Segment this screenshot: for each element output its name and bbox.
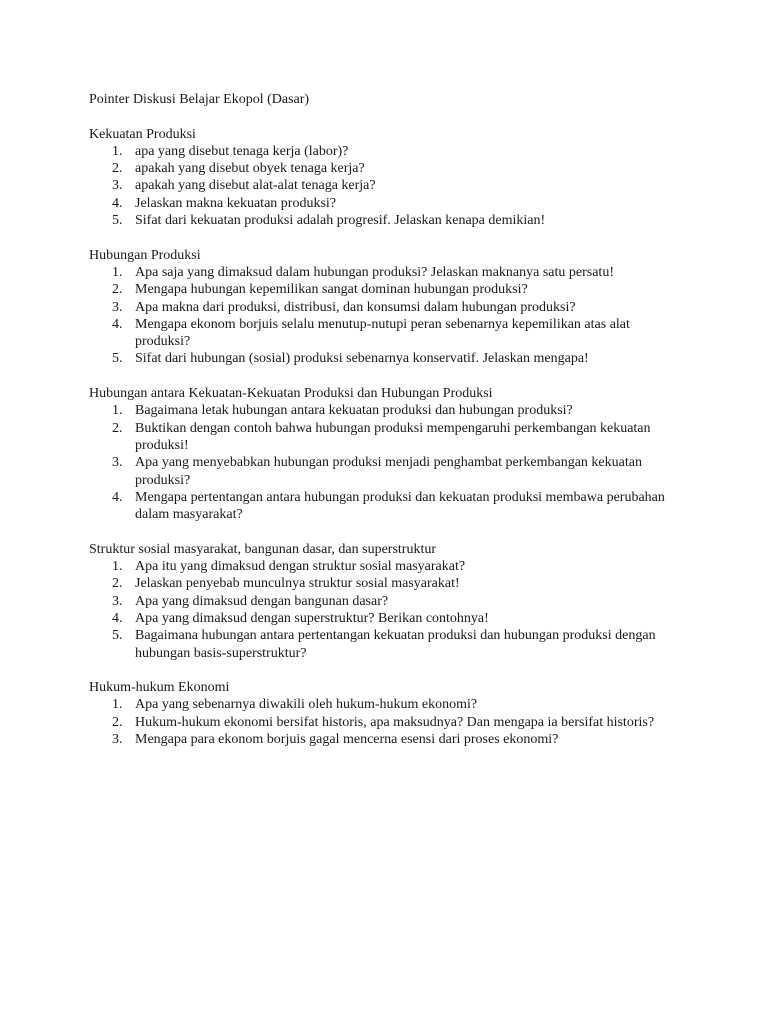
item-text: Buktikan dengan contoh bahwa hubungan produksi mempengaruhi perkembangan kekuatan produksi! xyxy=(135,420,651,453)
item-text: apa yang disebut tenaga kerja (labor)? xyxy=(135,143,349,159)
item-number: 2. xyxy=(112,161,123,177)
item-number: 4. xyxy=(112,610,123,626)
question-list xyxy=(89,143,689,229)
question-item xyxy=(89,489,675,524)
item-number: 3. xyxy=(112,593,123,609)
question-list xyxy=(89,558,689,662)
question-item xyxy=(89,350,675,367)
item-number: 3. xyxy=(112,299,123,315)
question-list xyxy=(89,264,689,368)
section xyxy=(89,247,689,368)
item-number: 1. xyxy=(112,559,123,575)
item-text: Apa saja yang dimaksud dalam hubungan produksi? Jelaskan maknanya satu persatu! xyxy=(135,264,614,280)
item-number: 1. xyxy=(112,697,123,713)
document-title: Pointer Diskusi Belajar Ekopol (Dasar) xyxy=(89,92,310,107)
question-list xyxy=(89,402,689,523)
item-text: Hukum-hukum ekonomi bersifat historis, apa maksudnya? Dan mengapa ia bersifat historis? xyxy=(135,714,655,730)
section-heading: Hubungan antara Kekuatan-Kekuatan Produksi dan Hubungan Produksi xyxy=(89,386,493,402)
item-number: 5. xyxy=(112,628,123,644)
question-item xyxy=(89,281,675,298)
section xyxy=(89,126,689,230)
sections xyxy=(89,126,689,749)
item-number: 5. xyxy=(112,351,123,367)
section-heading: Hukum-hukum Ekonomi xyxy=(89,680,230,696)
section-heading: Hubungan Produksi xyxy=(89,247,201,263)
section xyxy=(89,541,689,662)
item-text: Apa makna dari produksi, distribusi, dan konsumsi dalam hubungan produksi? xyxy=(135,299,576,315)
question-item xyxy=(89,402,675,419)
item-text: Bagaimana letak hubungan antara kekuatan produksi dan hubungan produksi? xyxy=(135,403,573,419)
item-number: 2. xyxy=(112,714,123,730)
item-text: apakah yang disebut alat-alat tenaga kerja? xyxy=(135,178,376,194)
question-list xyxy=(89,696,689,748)
item-number: 1. xyxy=(112,264,123,280)
item-number: 2. xyxy=(112,420,123,436)
item-number: 2. xyxy=(112,282,123,298)
item-text: Mengapa ekonom borjuis selalu menutup-nutupi peran sebenarnya kepemilikan atas alat produksi? xyxy=(135,316,630,350)
question-item xyxy=(89,299,675,316)
section-heading: Struktur sosial masyarakat, bangunan dasar, dan superstruktur xyxy=(89,541,437,557)
item-text: Sifat dari hubungan (sosial) produksi sebenarnya konservatif. Jelaskan mengapa! xyxy=(135,351,589,367)
question-item xyxy=(89,575,675,592)
item-number: 5. xyxy=(112,213,123,229)
question-item xyxy=(89,696,675,713)
item-number: 3. xyxy=(112,731,123,747)
question-item xyxy=(89,593,675,610)
question-item xyxy=(89,731,675,748)
item-text: Apa itu yang dimaksud dengan struktur sosial masyarakat? xyxy=(135,559,466,575)
document-page xyxy=(89,91,689,766)
question-item xyxy=(89,212,675,229)
item-number: 2. xyxy=(112,576,123,592)
item-text: Mengapa para ekonom borjuis gagal mencerna esensi dari proses ekonomi? xyxy=(135,731,559,747)
question-item xyxy=(89,558,675,575)
item-text: Apa yang dimaksud dengan superstruktur? Berikan contohnya! xyxy=(135,610,489,626)
question-item xyxy=(89,610,675,627)
item-text: Apa yang sebenarnya diwakili oleh hukum-hukum ekonomi? xyxy=(135,697,478,713)
item-text: Jelaskan penyebab munculnya struktur sosial masyarakat! xyxy=(135,576,460,592)
item-number: 1. xyxy=(112,143,123,159)
item-text: Jelaskan makna kekuatan produksi? xyxy=(135,195,336,211)
item-text: Mengapa hubungan kepemilikan sangat dominan hubungan produksi? xyxy=(135,282,528,298)
item-text: Apa yang dimaksud dengan bangunan dasar? xyxy=(135,593,389,609)
item-number: 4. xyxy=(112,195,123,211)
item-number: 4. xyxy=(112,316,123,332)
question-item xyxy=(89,714,675,731)
question-item xyxy=(89,454,675,489)
question-item xyxy=(89,316,675,351)
item-text: Mengapa pertentangan antara hubungan produksi dan kekuatan produksi membawa perubahan dalam masyarakat? xyxy=(135,489,665,523)
question-item xyxy=(89,420,675,455)
question-item xyxy=(89,143,675,160)
item-number: 3. xyxy=(112,455,123,471)
item-text: apakah yang disebut obyek tenaga kerja? xyxy=(135,161,365,177)
section xyxy=(89,385,689,523)
item-number: 1. xyxy=(112,403,123,419)
question-item xyxy=(89,195,675,212)
item-text: Sifat dari kekuatan produksi adalah progresif. Jelaskan kenapa demikian! xyxy=(135,213,546,229)
question-item xyxy=(89,627,675,662)
question-item xyxy=(89,264,675,281)
question-item xyxy=(89,177,675,194)
question-item xyxy=(89,160,675,177)
item-number: 3. xyxy=(112,178,123,194)
item-text: Apa yang menyebabkan hubungan produksi menjadi penghambat perkembangan kekuatan produksi? xyxy=(135,455,642,488)
section-heading: Kekuatan Produksi xyxy=(89,126,196,142)
section xyxy=(89,679,689,748)
item-number: 4. xyxy=(112,489,123,505)
item-text: Bagaimana hubungan antara pertentangan kekuatan produksi dan hubungan produksi dengan hubungan basis-superstruktur? xyxy=(135,628,656,661)
